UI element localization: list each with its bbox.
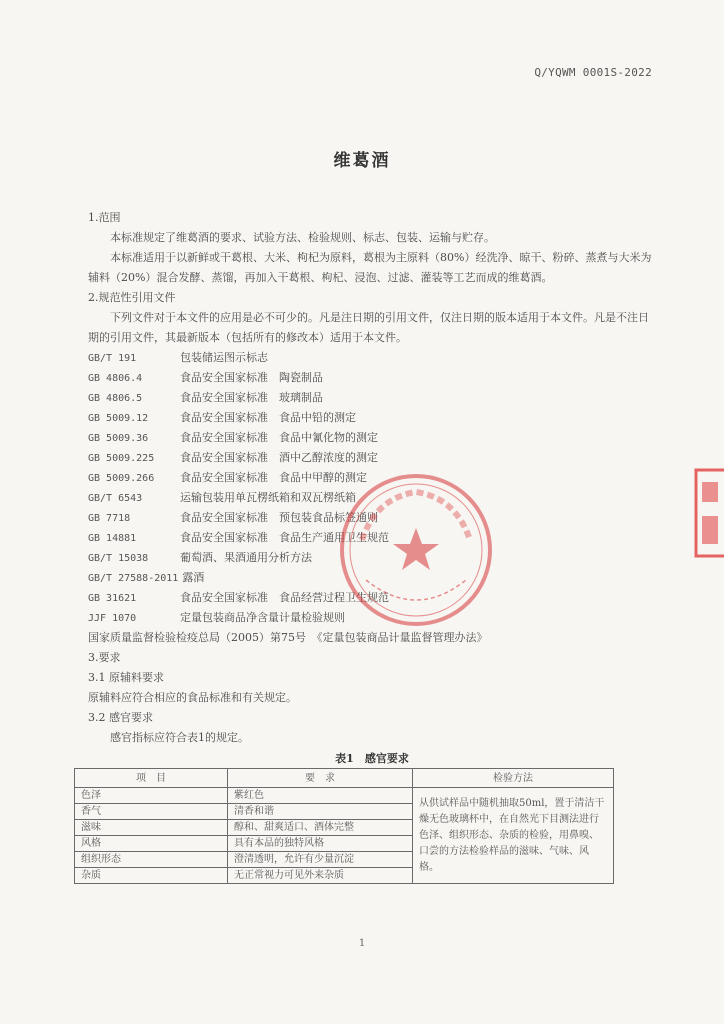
reference-code: GB/T 27588-2011 [88,573,179,584]
reference-code: GB 4806.4 [88,373,143,384]
reference-code: GB 5009.225 [88,453,155,464]
table-caption: 表1 感官要求 [335,752,409,765]
section-3-2-paragraph: 感官指标应符合表1的规定。 [110,731,249,744]
table-cell-requirement: 澄清透明，允许有少量沉淀 [228,852,413,868]
reference-code: GB/T 6543 [88,493,143,504]
reference-title: 食品安全国家标准 酒中乙醇浓度的测定 [180,451,378,464]
section-2-regulation: 国家质量监督检验检疫总局（2005）第75号 《定量包装商品计量监督管理办法》 [88,631,488,644]
reference-code: GB 14881 [88,533,137,544]
section-3-1-heading: 3.1 原辅料要求 [88,671,164,684]
table-header-requirement: 要 求 [228,769,413,788]
partial-red-stamp [694,468,724,558]
section-2-paragraph-1: 下列文件对于本文件的应用是必不可少的。凡是注日期的引用文件，仅注日期的版本适用于本文件。凡是不注日期的引用文件，其最新版本（包括所有的修改本）适用于本文件。 [88,311,649,344]
section-2-heading: 2.规范性引用文件 [88,291,176,304]
reference-title: 食品安全国家标准 食品中铅的测定 [180,411,356,424]
table-cell-requirement: 紫红色 [228,788,413,804]
table-cell-requirement: 无正常视力可见外来杂质 [228,868,413,884]
table-cell-item: 风格 [75,836,228,852]
reference-code: GB 5009.266 [88,473,155,484]
company-seal-stamp [336,470,496,630]
reference-title: 食品安全国家标准 玻璃制品 [180,391,323,404]
reference-item [88,388,656,408]
reference-title: 定量包装商品净含量计量检验规则 [180,611,345,624]
reference-title: 葡萄酒、果酒通用分析方法 [180,551,312,564]
table-cell-method: 从供试样品中随机抽取50ml，置于清洁干燥无色玻璃杯中，在自然光下目测法进行色泽、组织形态、杂质的检验，用鼻嗅、口尝的方法检验样品的滋味、气味、风格。 [413,788,614,884]
reference-code: GB 5009.36 [88,433,149,444]
reference-title: 食品安全国家标准 食品中甲醇的测定 [180,471,367,484]
reference-item [88,448,656,468]
section-3-heading: 3.要求 [88,651,121,664]
table-header-method: 检验方法 [413,769,614,788]
reference-code: GB 31621 [88,593,137,604]
section-1-paragraph-2: 本标准适用于以新鲜或干葛根、大米、枸杞为原料，葛根为主原料（80%）经洗净、晾干、粉碎、蒸煮与大米为辅料（20%）混合发酵、蒸馏，再加入干葛根、枸杞、浸泡、过滤、灌装等工艺而成的维葛酒。 [88,251,652,284]
table-cell-item: 组织形态 [75,852,228,868]
page-number: 1 [358,938,366,949]
reference-code: JJF 1070 [88,613,137,624]
reference-code: GB 5009.12 [88,413,149,424]
table-cell-item: 杂质 [75,868,228,884]
reference-code: GB 7718 [88,513,131,524]
section-3-2-heading: 3.2 感官要求 [88,711,153,724]
reference-title: 运输包装用单瓦楞纸箱和双瓦楞纸箱 [180,491,356,504]
table-row [75,788,614,804]
document-title: 维葛酒 [333,151,391,171]
reference-title: 食品安全国家标准 食品中氰化物的测定 [180,431,378,444]
reference-item [88,428,656,448]
table-cell-requirement: 具有本品的独特风格 [228,836,413,852]
sensory-requirements-table [74,768,614,884]
reference-title: 食品安全国家标准 预包装食品标签通则 [180,511,378,524]
reference-title: 包装储运图示标志 [180,351,268,364]
table-header-item: 项 目 [75,769,228,788]
reference-item [88,408,656,428]
table-cell-requirement: 清香和谐 [228,804,413,820]
section-3-1-paragraph: 原辅料应符合相应的食品标准和有关规定。 [88,691,297,704]
reference-item [88,348,656,368]
table-cell-item: 色泽 [75,788,228,804]
table-cell-requirement: 醇和、甜爽适口、酒体完整 [228,820,413,836]
table-header-row [75,769,614,788]
reference-item [88,368,656,388]
section-1-heading: 1.范围 [88,211,121,224]
table-cell-item: 滋味 [75,820,228,836]
table-cell-item: 香气 [75,804,228,820]
reference-title: 食品安全国家标准 食品经营过程卫生规范 [180,591,389,604]
reference-title: 露酒 [182,571,205,584]
reference-code: GB/T 191 [88,353,137,364]
reference-title: 食品安全国家标准 陶瓷制品 [180,371,323,384]
reference-title: 食品安全国家标准 食品生产通用卫生规范 [180,531,389,544]
section-1-paragraph-1: 本标准规定了维葛酒的要求、试验方法、检验规则、标志、包装、运输与贮存。 [110,231,495,244]
reference-code: GB 4806.5 [88,393,143,404]
reference-code: GB/T 15038 [88,553,149,564]
standard-number: Q/YQWM 0001S-2022 [534,66,652,79]
